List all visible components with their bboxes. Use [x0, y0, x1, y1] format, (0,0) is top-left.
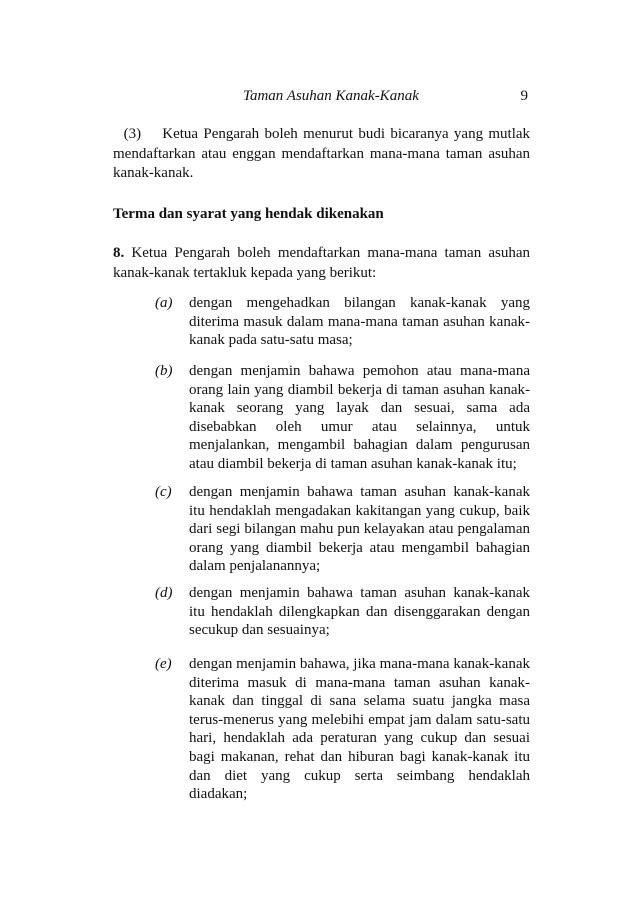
item-label: (a) [155, 295, 173, 311]
section-8-intro-text: Ketua Pengarah boleh mendaftarkan mana-mana taman asuhan kanak-kanak tertakluk kepada yang berikut: [113, 245, 531, 281]
running-header [113, 88, 530, 110]
section-8-heading: Terma dan syarat yang hendak dikenakan [113, 206, 384, 222]
section-8-intro [113, 244, 530, 283]
item-label: (c) [155, 484, 172, 500]
subsection-3-number: (3) [123, 126, 142, 142]
section-8-number: 8. [113, 245, 125, 261]
item-label: (e) [155, 656, 172, 672]
running-title: Taman Asuhan Kanak-Kanak [243, 88, 419, 104]
subsection-3-text: Ketua Pengarah boleh menurut budi bicaranya yang mutlak mendaftarkan atau enggan mendaftarkan mana-mana taman asuhan kanak-kanak. [113, 126, 531, 181]
subsection-3 [113, 125, 530, 184]
page-number: 9 [520, 88, 528, 104]
item-label: (d) [155, 585, 173, 601]
item-text: dengan menjamin bahawa taman asuhan kanak-kanak itu hendaklah dilengkapkan dan disenggarakan dengan secukup dan sesuainya; [189, 585, 530, 639]
item-text: dengan mengehadkan bilangan kanak-kanak yang diterima masuk dalam mana-mana taman asuhan kanak-kanak pada satu-satu masa; [189, 295, 530, 349]
item-text: dengan menjamin bahawa pemohon atau mana-mana orang lain yang diambil bekerja di taman asuhan kanak-kanak seorang yang layak dan sesuai, sama ada disebabkan oleh umur atau selainnya, untuk menjalankan, mengambil bahagian dalam pengurusan atau diambil bekerja di taman asuhan kanak-kanak itu; [189, 363, 530, 472]
item-text: dengan menjamin bahawa, jika mana-mana kanak-kanak diterima masuk di mana-mana taman asuhan kanak-kanak dan tinggal di sana selama suatu jangka masa terus-menerus yang melebihi empat jam dalam satu-satu hari, hendaklah ada peraturan yang cukup dan sesuai bagi makanan, rehat dan hiburan bagi kanak-kanak itu dan diet yang cukup serta seimbang hendaklah diadakan; [189, 656, 530, 803]
item-label: (b) [155, 363, 173, 379]
item-text: dengan menjamin bahawa taman asuhan kanak-kanak itu hendaklah mengadakan kakitangan yang cukup, baik dari segi bilangan mahu pun kelayakan atau pengalaman orang yang diambil bekerja atau mengambil bahagian dalam penjalanannya; [189, 484, 530, 575]
